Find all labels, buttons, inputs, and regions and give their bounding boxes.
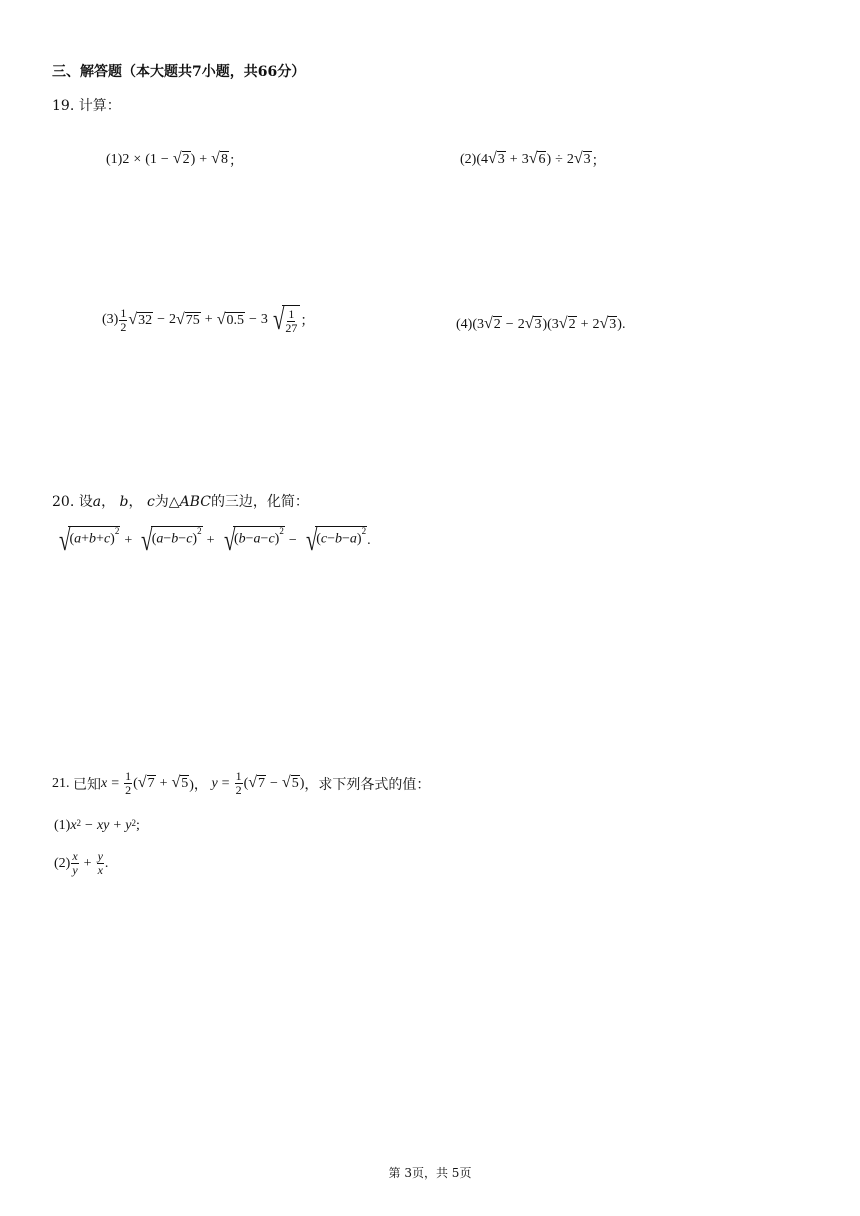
question-19-heading: 19. 计算： bbox=[52, 98, 121, 114]
section-heading: 三、解答题（本大题共7小题，共66分） bbox=[52, 64, 306, 80]
q19-part1-expression: (1) 2 × (1 − √ 2 ) + √ 8 ； bbox=[106, 150, 243, 169]
q19-part4-expression: (4) (3 √ 2 − 2 √ 3 )(3 √ 2 + 2 √ 3 ) . bbox=[456, 315, 626, 332]
q21-part2-expression: (2) $\frac{x}{y}$ + $\frac{y}{x}$ . bbox=[54, 849, 109, 878]
q19-part2-expression: (2) (4 √ 3 + 3 √ 6 ) ÷ 2 √ 3 ； bbox=[460, 150, 606, 169]
page-footer: 第 3页，共 5页 bbox=[388, 1166, 472, 1180]
q19-part3-expression: (3) $\frac{1}{2}$ √ 32 − 2 √ 75 + √ 0.5 − 3 √ $\frac{1}{27}$ ； bbox=[102, 303, 315, 336]
question-21-heading: 21. 已知 x = $\frac{1}{2}$ ( √ 7 + √ 5 )， y = $\frac{1}{2}$ ( √ 7 − √ 5 ) ，求下列各式的值： bbox=[52, 769, 431, 798]
q20-expression: √ $(a+b+c)^2$ + √ $(a-b-c)^2$ + √ $(b-a-c)^2$ − √ $(c-b-a)^2$ . bbox=[58, 524, 371, 557]
question-20-heading: 20. 设a， b， c为△ABC的三边，化简： bbox=[52, 494, 309, 510]
q21-part1-expression: (1) x 2 − xy + y 2 ; bbox=[54, 818, 140, 833]
